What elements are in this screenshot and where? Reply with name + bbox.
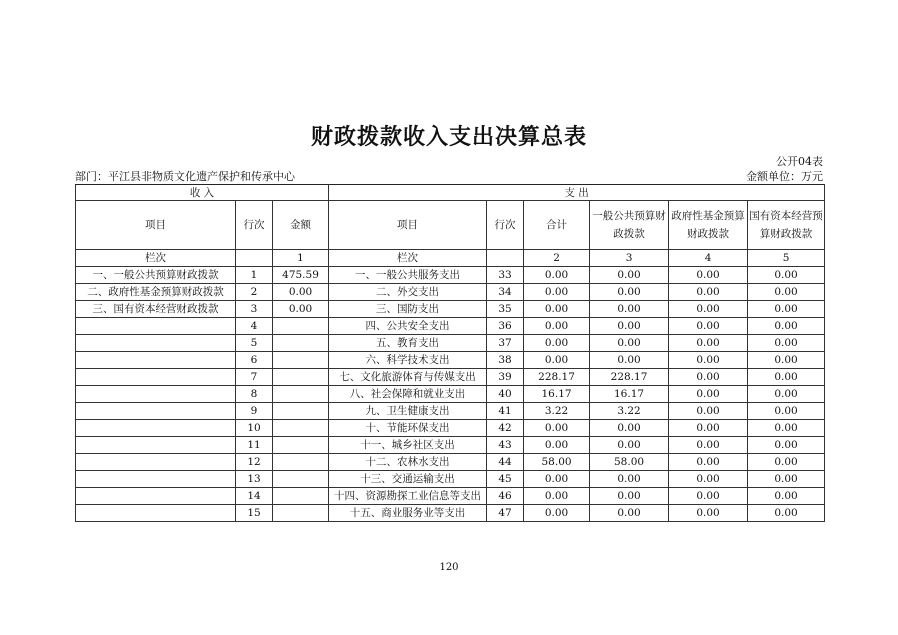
total-cell: 0.00	[524, 471, 590, 488]
expense-line-cell: 45	[487, 471, 524, 488]
general-budget-cell: 0.00	[590, 437, 669, 454]
income-item-cell	[76, 318, 236, 335]
lanci-label-left: 栏次	[76, 250, 236, 267]
general-budget-header: 一般公共预算财政拨款	[590, 201, 669, 250]
expense-line-cell: 40	[487, 386, 524, 403]
table-row	[76, 488, 825, 505]
general-budget-cell: 228.17	[590, 369, 669, 386]
expense-item-cell: 五、教育支出	[329, 335, 487, 352]
income-line-cell: 9	[236, 403, 273, 420]
expense-line-cell: 39	[487, 369, 524, 386]
income-line-cell: 15	[236, 505, 273, 522]
department-label: 部门：平江县非物质文化遗产保护和传承中心	[75, 170, 295, 183]
expense-item-cell: 十一、城乡社区支出	[329, 437, 487, 454]
state-capital-header: 国有资本经营预算财政拨款	[748, 201, 825, 250]
state-capital-cell: 0.00	[748, 369, 825, 386]
expense-item-cell: 七、文化旅游体育与传媒支出	[329, 369, 487, 386]
total-cell: 16.17	[524, 386, 590, 403]
expense-line-cell: 47	[487, 505, 524, 522]
state-capital-cell: 0.00	[748, 335, 825, 352]
expense-line-cell: 43	[487, 437, 524, 454]
gov-fund-cell: 0.00	[669, 284, 748, 301]
income-amount-cell	[273, 488, 329, 505]
table-row	[76, 386, 825, 403]
expense-line-cell: 41	[487, 403, 524, 420]
expense-section-header: 支 出	[329, 185, 825, 201]
income-item-cell	[76, 386, 236, 403]
income-item-cell	[76, 335, 236, 352]
expense-line-cell: 33	[487, 267, 524, 284]
expense-item-cell: 二、外交支出	[329, 284, 487, 301]
expense-line-cell: 38	[487, 352, 524, 369]
income-amount-cell	[273, 454, 329, 471]
general-budget-cell: 0.00	[590, 284, 669, 301]
expense-item-cell: 三、国防支出	[329, 301, 487, 318]
total-cell: 0.00	[524, 267, 590, 284]
income-item-cell	[76, 352, 236, 369]
state-capital-cell: 0.00	[748, 420, 825, 437]
income-item-cell	[76, 369, 236, 386]
expense-line-cell: 36	[487, 318, 524, 335]
gov-fund-cell: 0.00	[669, 267, 748, 284]
income-amount-cell	[273, 403, 329, 420]
total-cell: 0.00	[524, 335, 590, 352]
gov-fund-cell: 0.00	[669, 403, 748, 420]
expense-item-cell: 十二、农林水支出	[329, 454, 487, 471]
state-capital-cell: 0.00	[748, 403, 825, 420]
income-amount-cell	[273, 471, 329, 488]
table-row	[76, 505, 825, 522]
general-budget-cell: 16.17	[590, 386, 669, 403]
expense-line-cell: 34	[487, 284, 524, 301]
gov-fund-cell: 0.00	[669, 352, 748, 369]
state-capital-cell: 0.00	[748, 437, 825, 454]
income-amount-cell	[273, 437, 329, 454]
gov-fund-cell: 0.00	[669, 318, 748, 335]
table-row	[76, 352, 825, 369]
income-line-cell: 14	[236, 488, 273, 505]
income-amount-cell	[273, 386, 329, 403]
gov-fund-header: 政府性基金预算财政拨款	[669, 201, 748, 250]
lanci-col-2: 2	[524, 250, 590, 267]
total-cell: 0.00	[524, 420, 590, 437]
state-capital-cell: 0.00	[748, 267, 825, 284]
table-row	[76, 437, 825, 454]
general-budget-cell: 0.00	[590, 505, 669, 522]
table-row	[76, 301, 825, 318]
state-capital-cell: 0.00	[748, 352, 825, 369]
gov-fund-cell: 0.00	[669, 505, 748, 522]
state-capital-cell: 0.00	[748, 301, 825, 318]
income-line-cell: 4	[236, 318, 273, 335]
income-amount-cell: 475.59	[273, 267, 329, 284]
income-line-cell: 10	[236, 420, 273, 437]
general-budget-cell: 0.00	[590, 488, 669, 505]
income-line-cell: 12	[236, 454, 273, 471]
amount-unit-label: 金额单位：万元	[746, 170, 823, 183]
general-budget-cell: 0.00	[590, 267, 669, 284]
general-budget-cell: 0.00	[590, 335, 669, 352]
income-line-cell: 1	[236, 267, 273, 284]
table-row	[76, 267, 825, 284]
total-cell: 0.00	[524, 301, 590, 318]
income-line-cell: 2	[236, 284, 273, 301]
general-budget-cell: 0.00	[590, 471, 669, 488]
total-cell: 0.00	[524, 505, 590, 522]
expense-item-cell: 六、科学技术支出	[329, 352, 487, 369]
income-amount-cell: 0.00	[273, 284, 329, 301]
income-item-cell	[76, 454, 236, 471]
table-row	[76, 318, 825, 335]
expense-item-cell: 十、节能环保支出	[329, 420, 487, 437]
lanci-label-right: 栏次	[329, 250, 487, 267]
table-row	[76, 420, 825, 437]
total-cell: 228.17	[524, 369, 590, 386]
lanci-col-5: 5	[748, 250, 825, 267]
expense-item-cell: 一、一般公共服务支出	[329, 267, 487, 284]
income-line-cell: 7	[236, 369, 273, 386]
expense-item-cell: 十三、交通运输支出	[329, 471, 487, 488]
income-amount-cell	[273, 369, 329, 386]
state-capital-cell: 0.00	[748, 386, 825, 403]
expense-line-header: 行次	[487, 201, 524, 250]
gov-fund-cell: 0.00	[669, 420, 748, 437]
income-item-cell	[76, 471, 236, 488]
expense-item-cell: 四、公共安全支出	[329, 318, 487, 335]
total-cell: 58.00	[524, 454, 590, 471]
lanci-col-3: 3	[590, 250, 669, 267]
income-line-cell: 5	[236, 335, 273, 352]
income-line-cell: 6	[236, 352, 273, 369]
expense-line-cell: 35	[487, 301, 524, 318]
state-capital-cell: 0.00	[748, 505, 825, 522]
gov-fund-cell: 0.00	[669, 454, 748, 471]
income-amount-cell	[273, 505, 329, 522]
income-item-cell: 一、一般公共预算财政拨款	[76, 267, 236, 284]
income-item-cell: 三、国有资本经营财政拨款	[76, 301, 236, 318]
state-capital-cell: 0.00	[748, 488, 825, 505]
income-line-cell: 13	[236, 471, 273, 488]
page-number: 120	[439, 562, 459, 573]
general-budget-cell: 58.00	[590, 454, 669, 471]
expense-line-cell: 44	[487, 454, 524, 471]
income-item-cell: 二、政府性基金预算财政拨款	[76, 284, 236, 301]
budget-summary-table	[75, 184, 825, 522]
table-row	[76, 454, 825, 471]
gov-fund-cell: 0.00	[669, 369, 748, 386]
table-row	[76, 284, 825, 301]
table-row	[76, 403, 825, 420]
income-amount-cell: 0.00	[273, 301, 329, 318]
general-budget-cell: 0.00	[590, 301, 669, 318]
table-row	[76, 471, 825, 488]
income-section-header: 收 入	[76, 185, 329, 201]
income-item-header: 项目	[76, 201, 236, 250]
form-number: 公开04表	[776, 155, 823, 168]
gov-fund-cell: 0.00	[669, 471, 748, 488]
expense-line-cell: 46	[487, 488, 524, 505]
gov-fund-cell: 0.00	[669, 301, 748, 318]
income-amount-cell	[273, 335, 329, 352]
state-capital-cell: 0.00	[748, 284, 825, 301]
gov-fund-cell: 0.00	[669, 386, 748, 403]
state-capital-cell: 0.00	[748, 454, 825, 471]
income-line-cell: 3	[236, 301, 273, 318]
expense-line-cell: 37	[487, 335, 524, 352]
income-amount-header: 金额	[273, 201, 329, 250]
general-budget-cell: 0.00	[590, 420, 669, 437]
income-amount-cell	[273, 318, 329, 335]
income-line-cell: 11	[236, 437, 273, 454]
expense-line-cell: 42	[487, 420, 524, 437]
gov-fund-cell: 0.00	[669, 437, 748, 454]
income-item-cell	[76, 420, 236, 437]
total-cell: 0.00	[524, 488, 590, 505]
expense-item-cell: 十五、商业服务业等支出	[329, 505, 487, 522]
lanci-empty	[236, 250, 273, 267]
income-amount-cell	[273, 420, 329, 437]
table-row	[76, 335, 825, 352]
total-cell: 0.00	[524, 437, 590, 454]
expense-item-cell: 九、卫生健康支出	[329, 403, 487, 420]
lanci-empty	[487, 250, 524, 267]
general-budget-cell: 3.22	[590, 403, 669, 420]
expense-item-header: 项目	[329, 201, 487, 250]
table-row	[76, 369, 825, 386]
expense-item-cell: 十四、资源勘探工业信息等支出	[329, 488, 487, 505]
income-item-cell	[76, 505, 236, 522]
general-budget-cell: 0.00	[590, 318, 669, 335]
income-amount-cell	[273, 352, 329, 369]
page-title: 财政拨款收入支出决算总表	[310, 124, 587, 150]
income-line-header: 行次	[236, 201, 273, 250]
income-item-cell	[76, 488, 236, 505]
state-capital-cell: 0.00	[748, 318, 825, 335]
total-cell: 0.00	[524, 318, 590, 335]
state-capital-cell: 0.00	[748, 471, 825, 488]
lanci-col-1: 1	[273, 250, 329, 267]
total-cell: 0.00	[524, 352, 590, 369]
expense-item-cell: 八、社会保障和就业支出	[329, 386, 487, 403]
total-cell: 0.00	[524, 284, 590, 301]
income-item-cell	[76, 437, 236, 454]
lanci-col-4: 4	[669, 250, 748, 267]
general-budget-cell: 0.00	[590, 352, 669, 369]
gov-fund-cell: 0.00	[669, 335, 748, 352]
total-header: 合计	[524, 201, 590, 250]
income-item-cell	[76, 403, 236, 420]
income-line-cell: 8	[236, 386, 273, 403]
total-cell: 3.22	[524, 403, 590, 420]
gov-fund-cell: 0.00	[669, 488, 748, 505]
